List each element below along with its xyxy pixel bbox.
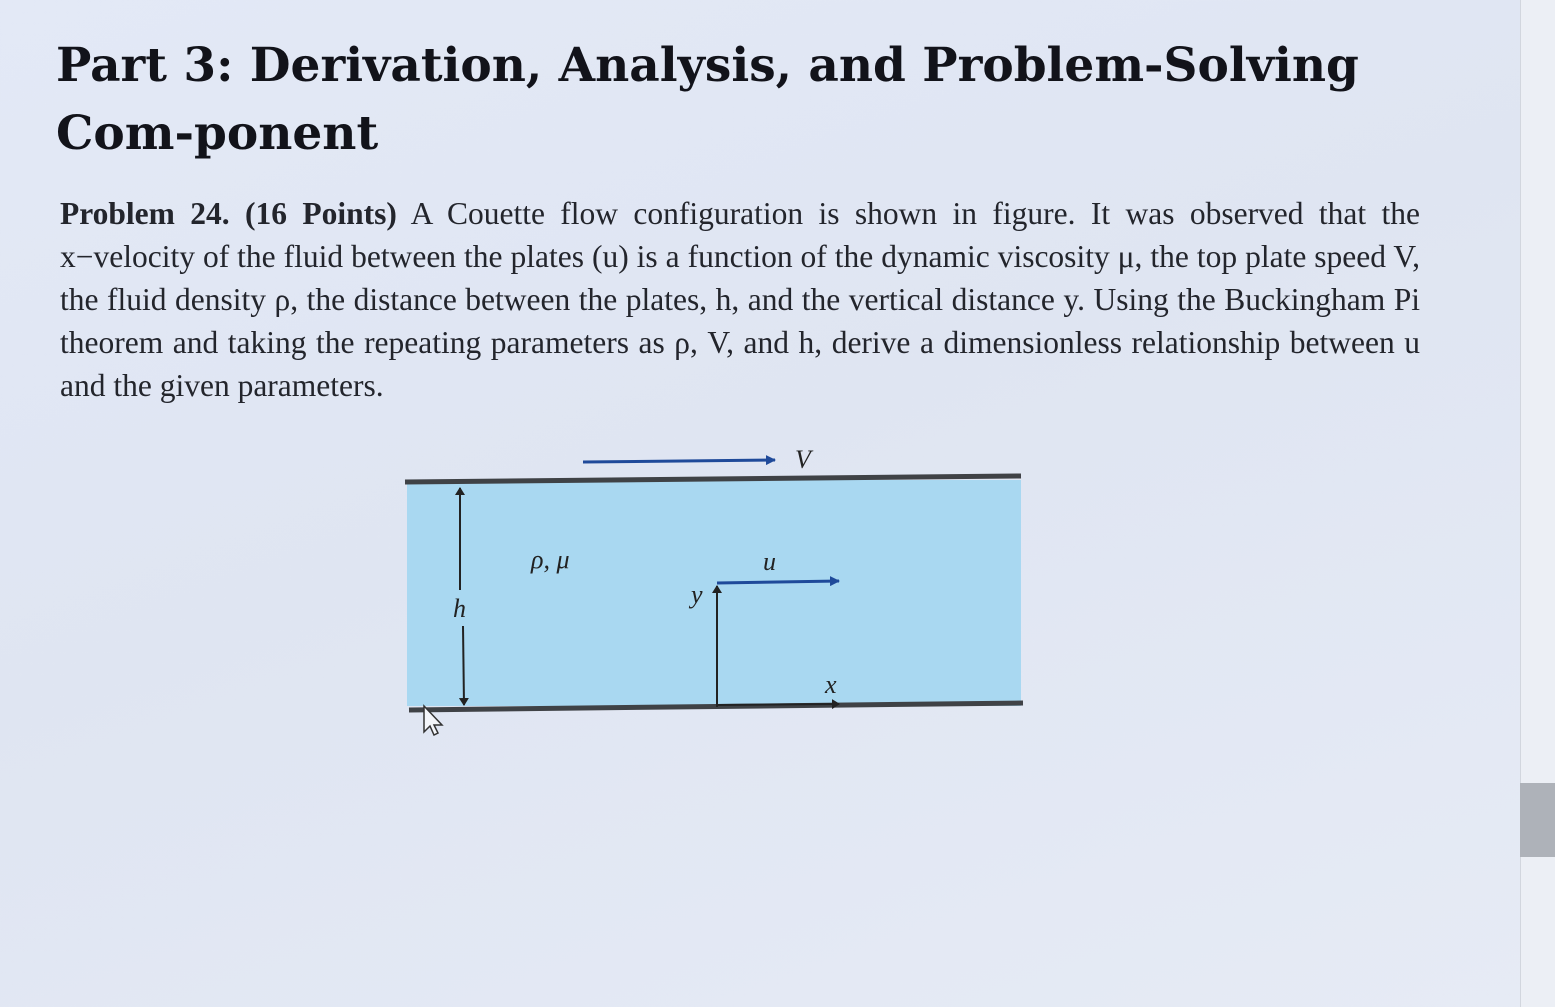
problem-number: Problem 24. [60, 196, 230, 231]
label-fluid-properties: ρ, μ [531, 545, 570, 574]
problem-points: (16 Points) [245, 196, 397, 231]
couette-flow-figure [395, 440, 1035, 740]
local-velocity-arrow [717, 581, 839, 583]
couette-flow-diagram [395, 440, 1035, 740]
label-u: u [763, 547, 776, 576]
gap-dimension-lower [463, 626, 464, 705]
label-y: y [691, 580, 703, 609]
label-x: x [825, 670, 837, 699]
plate-velocity-arrow [583, 460, 775, 462]
section-heading: Part 3: Derivation, Analysis, and Problem-Solving Com-ponent [56, 38, 1359, 161]
fluid-region [407, 480, 1021, 706]
label-V: V [795, 445, 811, 474]
scrollbar-thumb[interactable] [1520, 783, 1555, 857]
problem-text: A Couette flow configuration is shown in figure. It was observed that the x−velocity of the fluid between the plates (u) is a function of the dynamic viscosity μ, the top plate speed V, the fluid density ρ, the distance between the plates, h, and the vertical distance y. Using the Buckingham Pi theorem and taking the repeating parameters as ρ, V, and h, derive a dimensionless relationship between u and the given parameters. [60, 196, 1421, 403]
label-h: h [453, 594, 466, 623]
x-axis [717, 704, 839, 705]
problem-statement [60, 192, 1420, 407]
